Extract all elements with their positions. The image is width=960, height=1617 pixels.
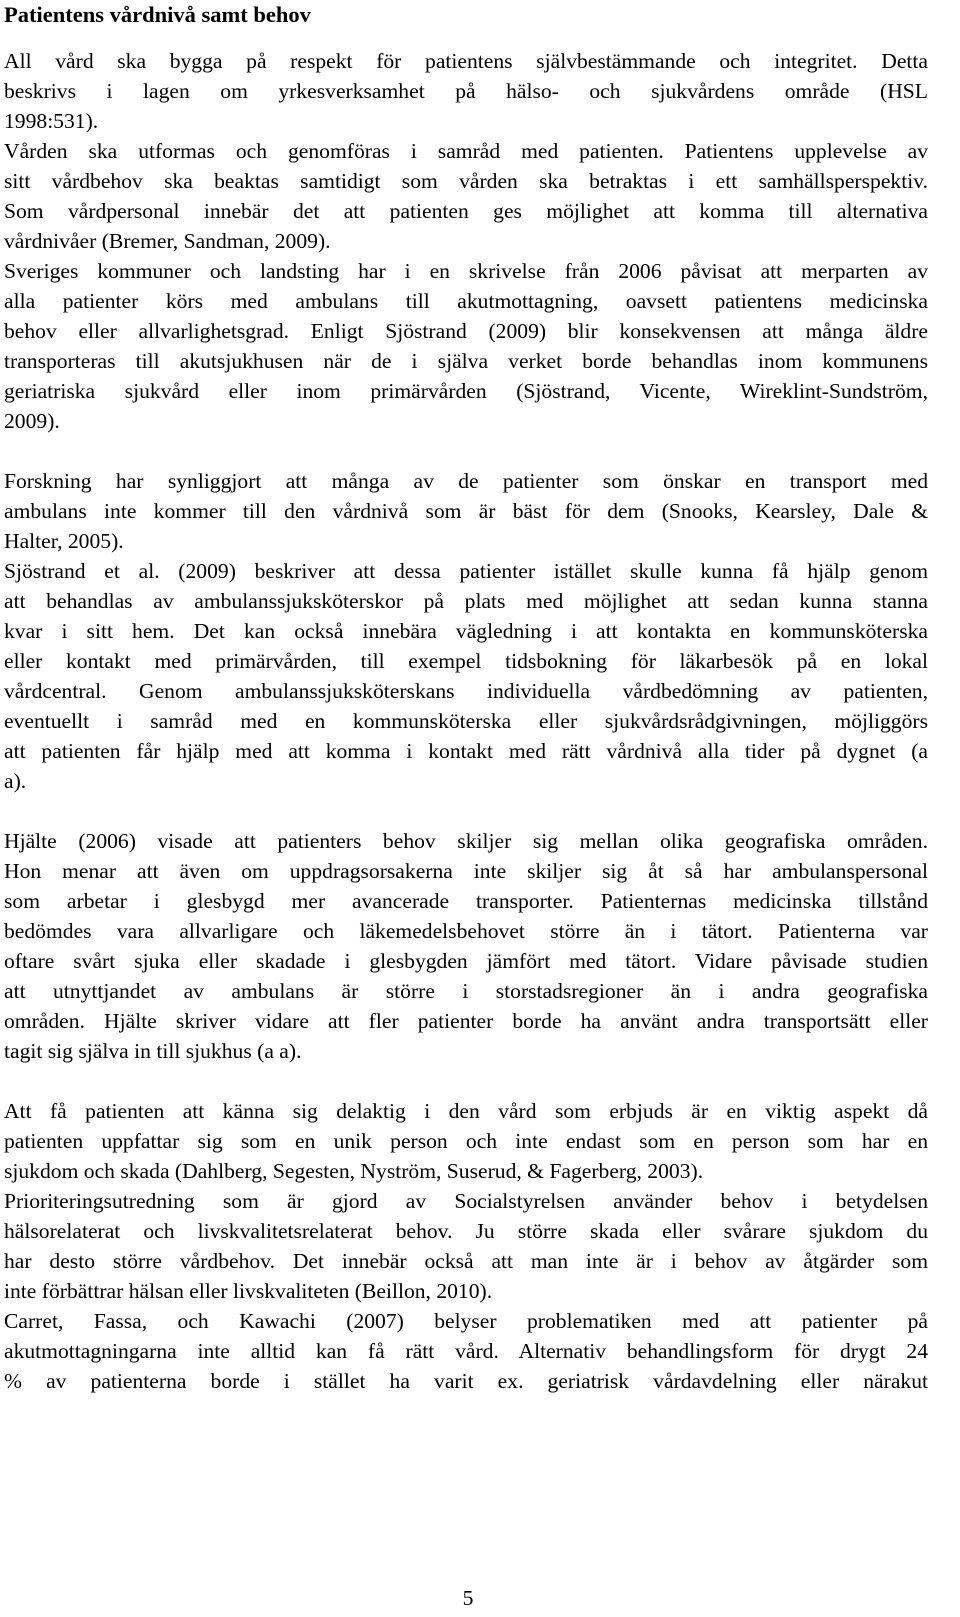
text-line: 1998:531). xyxy=(4,109,99,133)
text-line: beskrivs i lagen om yrkesverksamhet på hälso- och sjukvårdens område (HSL xyxy=(4,79,928,103)
text-line: akutmottagningarna inte alltid kan få rätt vård. Alternativ behandlingsform för drygt 24 xyxy=(4,1339,928,1363)
text-line: Carret, Fassa, och Kawachi (2007) belyser problematiken med att patienter på xyxy=(4,1309,928,1333)
text-line: hälsorelaterat och livskvalitetsrelaterat behov. Ju större skada eller svårare sjukdom du xyxy=(4,1219,928,1243)
text-line: inte förbättrar hälsan eller livskvaliteten (Beillon, 2010). xyxy=(4,1279,493,1303)
text-line: ambulans inte kommer till den vårdnivå som är bäst för dem (Snooks, Kearsley, Dale & xyxy=(4,499,928,523)
text-line: Sveriges kommuner och landsting har i en skrivelse från 2006 påvisat att merparten av xyxy=(4,259,928,283)
text-line: eventuellt i samråd med en kommunsköterska eller sjukvårdsrådgivningen, möjliggörs xyxy=(4,709,928,733)
text-line: transporteras till akutsjukhusen när de i själva verket borde behandlas inom kommunens xyxy=(4,349,928,373)
text-line: behov eller allvarlighetsgrad. Enligt Sjöstrand (2009) blir konsekvensen att många äldre xyxy=(4,319,928,343)
text-line: Prioriteringsutredning som är gjord av Socialstyrelsen använder behov i betydelsen xyxy=(4,1189,928,1213)
text-line: som arbetar i glesbygd mer avancerade transporter. Patienternas medicinska tillstånd xyxy=(4,889,928,913)
text-line: a). xyxy=(4,769,27,793)
text-line: vårdcentral. Genom ambulanssjuksköterskans individuella vårdbedömning av patienten, xyxy=(4,679,928,703)
text-line: % av patienterna borde i stället ha varit ex. geriatrisk vårdavdelning eller närakut xyxy=(4,1369,928,1393)
text-line: att patienten får hjälp med att komma i kontakt med rätt vårdnivå alla tider på dygnet (a xyxy=(4,739,928,763)
text-line: Hjälte (2006) visade att patienters behov skiljer sig mellan olika geografiska områden. xyxy=(4,829,928,853)
text-line: eller kontakt med primärvården, till exempel tidsbokning för läkarbesök på en lokal xyxy=(4,649,928,673)
text-line: Forskning har synliggjort att många av de patienter som önskar en transport med xyxy=(4,469,928,493)
page-number: 5 xyxy=(462,1586,474,1610)
text-line: bedömdes vara allvarligare och läkemedelsbehovet större än i tätort. Patienterna var xyxy=(4,919,928,943)
section-heading: Patientens vårdnivå samt behov xyxy=(4,2,311,27)
text-line: tagit sig själva in till sjukhus (a a). xyxy=(4,1039,302,1063)
text-line: vårdnivåer (Bremer, Sandman, 2009). xyxy=(4,229,331,253)
text-line: All vård ska bygga på respekt för patientens självbestämmande och integritet. Detta xyxy=(4,49,928,73)
text-line: Hon menar att även om uppdragsorsakerna inte skiljer sig åt så har ambulanspersonal xyxy=(4,859,928,883)
text-line: oftare svårt sjuka eller skadade i glesbygden jämfört med tätort. Vidare påvisade studien xyxy=(4,949,928,973)
text-line: att utnyttjandet av ambulans är större i storstadsregioner än i andra geografiska xyxy=(4,979,928,1003)
text-line: 2009). xyxy=(4,409,60,433)
text-line: geriatriska sjukvård eller inom primärvården (Sjöstrand, Vicente, Wireklint-Sundström, xyxy=(4,379,928,403)
text-line: har desto större vårdbehov. Det innebär också att man inte är i behov av åtgärder som xyxy=(4,1249,928,1273)
text-line: Vården ska utformas och genomföras i samråd med patienten. Patientens upplevelse av xyxy=(4,139,928,163)
text-line: sjukdom och skada (Dahlberg, Segesten, Nyström, Suserud, & Fagerberg, 2003). xyxy=(4,1159,704,1183)
text-line: Halter, 2005). xyxy=(4,529,124,553)
text-line: kvar i sitt hem. Det kan också innebära vägledning i att kontakta en kommunsköterska xyxy=(4,619,928,643)
text-line: områden. Hjälte skriver vidare att fler patienter borde ha använt andra transportsätt eller xyxy=(4,1009,928,1033)
text-line: Att få patienten att känna sig delaktig i den vård som erbjuds är en viktig aspekt då xyxy=(4,1099,928,1123)
text-line: patienten uppfattar sig som en unik person och inte endast som en person som har en xyxy=(4,1129,928,1153)
text-line: sitt vårdbehov ska beaktas samtidigt som vården ska betraktas i ett samhällsperspektiv. xyxy=(4,169,928,193)
text-line: Sjöstrand et al. (2009) beskriver att dessa patienter istället skulle kunna få hjälp genom xyxy=(4,559,928,583)
text-line: alla patienter körs med ambulans till akutmottagning, oavsett patientens medicinska xyxy=(4,289,928,313)
text-line: Som vårdpersonal innebär det att patienten ges möjlighet att komma till alternativa xyxy=(4,199,928,223)
text-line: att behandlas av ambulanssjuksköterskor på plats med möjlighet att sedan kunna stanna xyxy=(4,589,928,613)
